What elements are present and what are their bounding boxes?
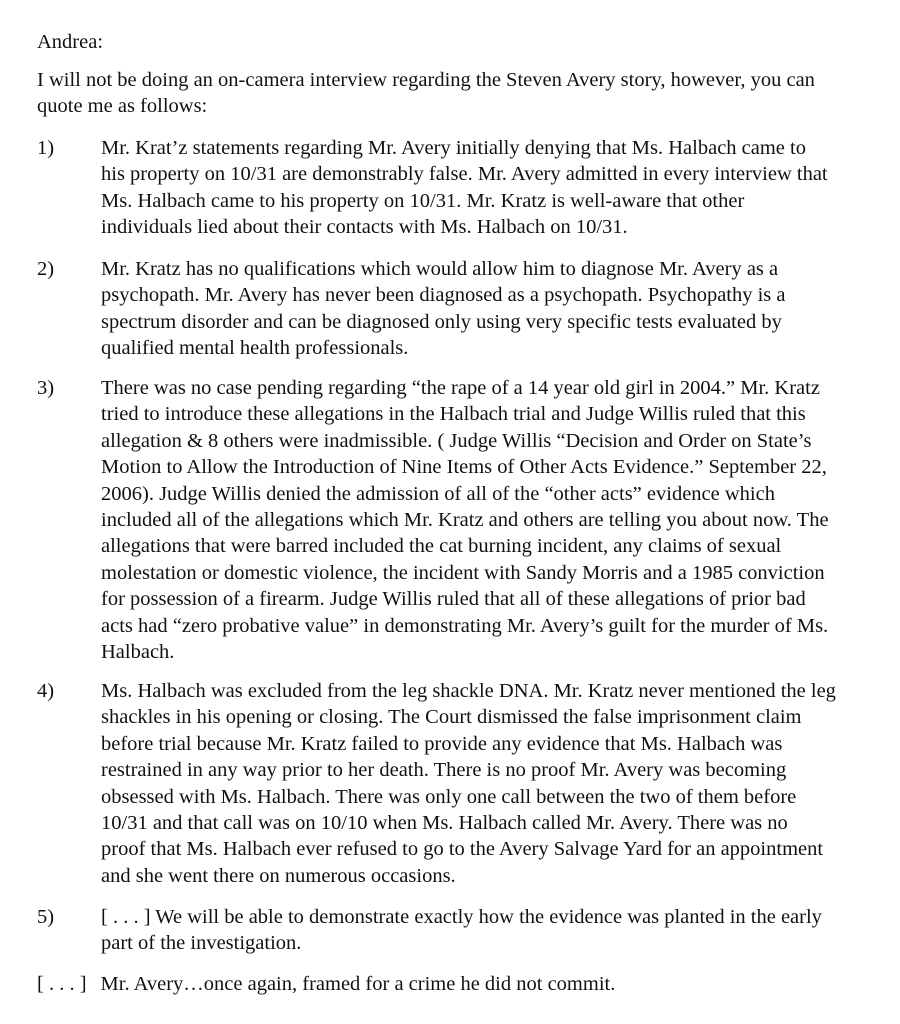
intro-line: I will not be doing an on-camera interview regarding the Steven Avery story, however, you can bbox=[37, 69, 815, 91]
item-line: included all of the allegations which Mr. Kratz and others are telling you about now. The bbox=[101, 509, 829, 532]
item-body bbox=[101, 904, 822, 957]
item-number: 2) bbox=[37, 258, 55, 280]
item-line: 2006). Judge Willis denied the admission of all of the “other acts” evidence which bbox=[101, 482, 775, 505]
item-body bbox=[101, 375, 829, 665]
item-line: restrained in any way prior to her death. There is no proof Mr. Avery was becoming bbox=[101, 759, 787, 782]
item-line: individuals lied about their contacts with Ms. Halbach on 10/31. bbox=[101, 216, 628, 239]
item-line: part of the investigation. bbox=[101, 932, 302, 955]
intro-line: quote me as follows: bbox=[37, 95, 208, 118]
item-line: acts had “zero probative value” in demonstrating Mr. Avery’s guilt for the murder of Ms. bbox=[101, 614, 829, 637]
item-line: psychopath. Mr. Avery has never been diagnosed as a psychopath. Psychopathy is a bbox=[101, 284, 786, 307]
item-line: his property on 10/31 are demonstrably false. Mr. Avery admitted in every interview that bbox=[101, 163, 828, 186]
item-line: Ms. Halbach was excluded from the leg shackle DNA. Mr. Kratz never mentioned the leg bbox=[101, 680, 836, 702]
item-line: proof that Ms. Halbach ever refused to go to the Avery Salvage Yard for an appointment bbox=[101, 838, 824, 861]
item-line: tried to introduce these allegations in the Halbach trial and Judge Willis ruled that this bbox=[101, 403, 806, 426]
item-line: for possession of a firearm. Judge Willis ruled that all of these allegations of prior bad bbox=[101, 588, 806, 611]
item-line: [ . . . ] We will be able to demonstrate exactly how the evidence was planted in the early bbox=[101, 906, 822, 928]
item-number: 1) bbox=[37, 137, 55, 159]
closing-text: Mr. Avery…once again, framed for a crime he did not commit. bbox=[100, 973, 616, 995]
item-body bbox=[101, 135, 828, 241]
item-line: qualified mental health professionals. bbox=[101, 337, 409, 360]
item-number: 5) bbox=[37, 906, 55, 928]
item-line: before trial because Mr. Kratz failed to provide any evidence that Ms. Halbach was bbox=[101, 732, 783, 755]
item-line: allegations that were barred included the cat burning incident, any claims of sexual bbox=[101, 535, 782, 558]
salutation: Andrea: bbox=[37, 31, 104, 53]
item-line: allegation & 8 others were inadmissible. ( Judge Willis “Decision and Order on State’s bbox=[101, 429, 812, 452]
item-line: Mr. Kratz has no qualifications which would allow him to diagnose Mr. Avery as a bbox=[101, 258, 779, 280]
item-line: There was no case pending regarding “the rape of a 14 year old girl in 2004.” Mr. Kratz bbox=[101, 377, 820, 399]
intro-paragraph bbox=[37, 67, 815, 120]
closing-ellipsis: [ . . . ] bbox=[37, 973, 87, 995]
item-line: Ms. Halbach came to his property on 10/31. Mr. Kratz is well-aware that other bbox=[101, 189, 745, 212]
item-number: 4) bbox=[37, 680, 55, 702]
item-line: and she went there on numerous occasions. bbox=[101, 864, 456, 887]
item-line: Motion to Allow the Introduction of Nine Items of Other Acts Evidence.” September 22, bbox=[101, 456, 827, 479]
item-line: spectrum disorder and can be diagnosed only using very specific tests evaluated by bbox=[101, 310, 782, 333]
item-line: molestation or domestic violence, the incident with Sandy Morris and a 1985 conviction bbox=[101, 561, 825, 584]
item-line: obsessed with Ms. Halbach. There was only one call between the two of them before bbox=[101, 785, 797, 808]
item-line: 10/31 and that call was on 10/10 when Ms. Halbach called Mr. Avery. There was no bbox=[101, 812, 788, 835]
closing-line bbox=[37, 971, 615, 997]
item-line: Mr. Krat’z statements regarding Mr. Avery initially denying that Ms. Halbach came to bbox=[101, 137, 806, 159]
item-line: shackles in his opening or closing. The Court dismissed the false imprisonment claim bbox=[101, 706, 802, 729]
item-line: Halbach. bbox=[101, 641, 175, 664]
item-body bbox=[101, 678, 836, 889]
item-body bbox=[101, 256, 786, 362]
item-number: 3) bbox=[37, 377, 55, 399]
